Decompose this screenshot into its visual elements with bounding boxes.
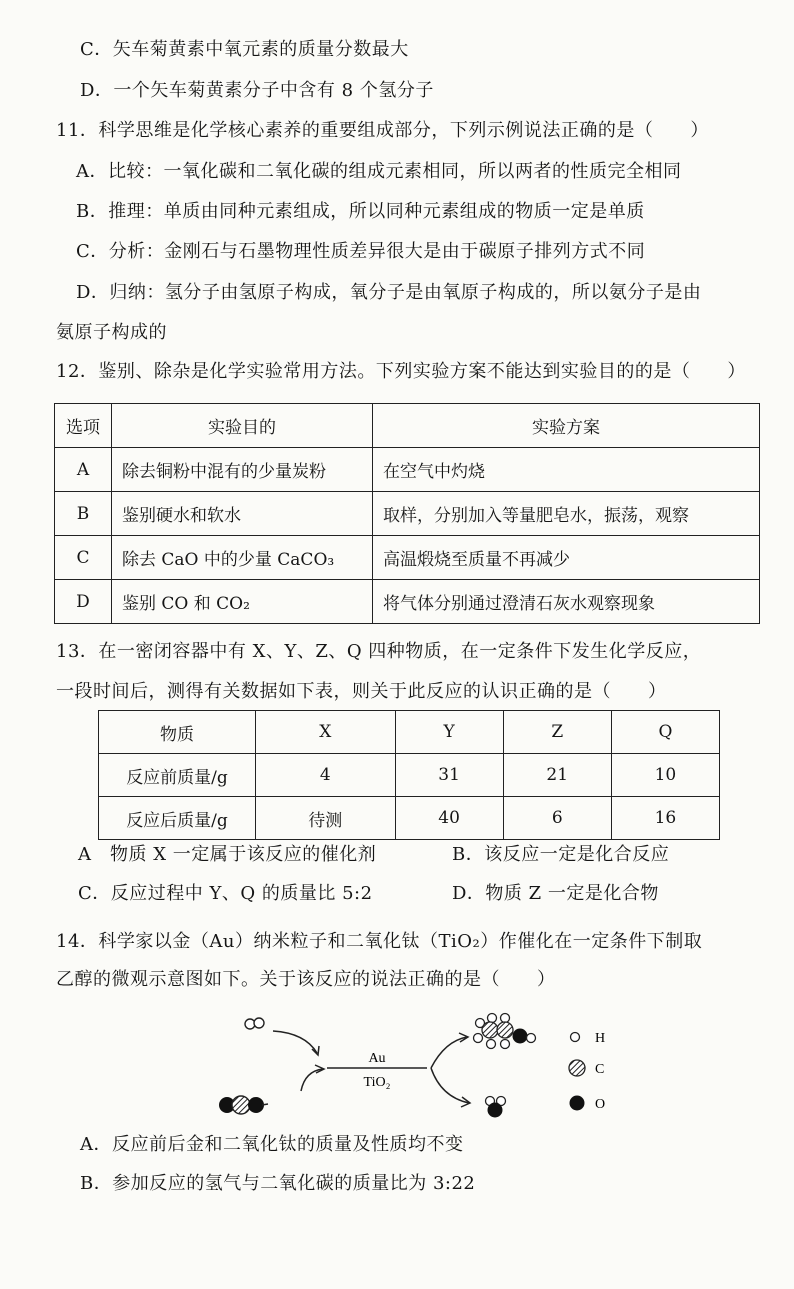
table-cell: D [55,580,112,624]
q13-option-b: B．该反应一定是化合反应 [452,844,670,865]
table-cell: 鉴别 CO 和 CO₂ [112,580,373,624]
table-cell: 40 [395,797,503,840]
table-header-cell: Q [611,711,719,754]
table-cell: 16 [611,797,719,840]
table-cell: 鉴别硬水和软水 [112,492,373,536]
q11-option-d-line2: 氨原子构成的 [56,322,167,343]
table-header-cell: 实验方案 [373,404,760,448]
q12-table [54,403,760,624]
carbon-dioxide-molecule-icon [219,1096,264,1114]
table-cell: 高温煅烧至质量不再减少 [373,536,760,580]
q10-option-d: D．一个矢车菊黄素分子中含有 8 个氢分子 [80,80,434,101]
legend-label-c: C [595,1062,605,1077]
q13-stem-line2: 一段时间后，测得有关数据如下表，则关于此反应的认识正确的是（ ） [56,681,667,702]
q14-stem-line2: 乙醇的微观示意图如下。关于该反应的说法正确的是（ ） [56,969,556,990]
table-header-cell: 实验目的 [112,404,373,448]
q11-option-b: B．推理：单质由同种元素组成，所以同种元素组成的物质一定是单质 [76,201,645,222]
table-cell: 除去铜粉中混有的少量炭粉 [112,448,373,492]
table-cell: C [55,536,112,580]
table-cell: 4 [256,754,396,797]
q13-stem-line1: 13．在一密闭容器中有 X、Y、Z、Q 四种物质，在一定条件下发生化学反应， [56,641,702,662]
q13-option-a: A 物质 X 一定属于该反应的催化剂 [78,844,377,865]
q11-stem: 11．科学思维是化学核心素养的重要组成部分，下列示例说法正确的是（ ） [56,120,709,141]
table-cell: 除去 CaO 中的少量 CaCO₃ [112,536,373,580]
q11-option-d-line1: D．归纳：氢分子由氢原子构成，氧分子是由氧原子构成的，所以氨分子是由 [76,282,702,303]
q11-option-a: A．比较：一氧化碳和二氧化碳的组成元素相同，所以两者的性质完全相同 [76,161,682,182]
table-cell: 10 [611,754,719,797]
hydrogen-atom-icon [571,1033,580,1042]
table-header-cell: 选项 [55,404,112,448]
q12-stem: 12．鉴别、除杂是化学实验常用方法。下列实验方案不能达到实验目的的是（ ） [56,361,746,382]
q14-stem-line1: 14．科学家以金（Au）纳米粒子和二氧化钛（TiO₂）作催化在一定条件下制取 [56,931,703,952]
table-cell: 在空气中灼烧 [373,448,760,492]
table-cell: A [55,448,112,492]
water-molecule-icon [486,1097,506,1118]
table-row [55,448,760,492]
q13-table [98,710,720,840]
catalyst-bottom-label: TiO₂ [363,1075,391,1090]
table-row [55,492,760,536]
ethanol-molecule-icon [474,1014,536,1049]
table-header-cell: Z [503,711,611,754]
table-cell: B [55,492,112,536]
table-cell: 31 [395,754,503,797]
catalyst-top-label: Au [368,1051,386,1066]
table-header-row [55,404,760,448]
table-header-cell: X [256,711,396,754]
table-header-row [99,711,720,754]
table-row [55,580,760,624]
table-header-cell: Y [395,711,503,754]
q14-option-b: B．参加反应的氢气与二氧化碳的质量比为 3:22 [80,1173,476,1194]
legend [569,1031,605,1112]
q14-option-a: A．反应前后金和二氧化钛的质量及性质均不变 [80,1134,464,1155]
q13-option-d: D．物质 Z 一定是化合物 [452,883,659,904]
table-row [99,754,720,797]
table-cell: 待测 [256,797,396,840]
q11-option-c: C．分析：金刚石与石墨物理性质差异很大是由于碳原子排列方式不同 [76,241,646,262]
carbon-atom-icon [569,1060,585,1076]
q13-option-c: C．反应过程中 Y、Q 的质量比 5:2 [78,883,373,904]
hydrogen-molecule-icon [245,1018,264,1029]
table-cell: 6 [503,797,611,840]
oxygen-atom-icon [570,1096,585,1111]
table-cell: 取样，分别加入等量肥皂水，振荡，观察 [373,492,760,536]
reaction-diagram [205,1005,625,1125]
table-header-cell: 物质 [99,711,256,754]
table-cell: 反应后质量/g [99,797,256,840]
legend-label-o: O [595,1097,606,1112]
legend-label-h: H [595,1031,606,1046]
table-cell: 反应前质量/g [99,754,256,797]
table-cell: 21 [503,754,611,797]
table-row [99,797,720,840]
q10-option-c: C．矢车菊黄素中氧元素的质量分数最大 [80,39,409,60]
table-row [55,536,760,580]
table-cell: 将气体分别通过澄清石灰水观察现象 [373,580,760,624]
